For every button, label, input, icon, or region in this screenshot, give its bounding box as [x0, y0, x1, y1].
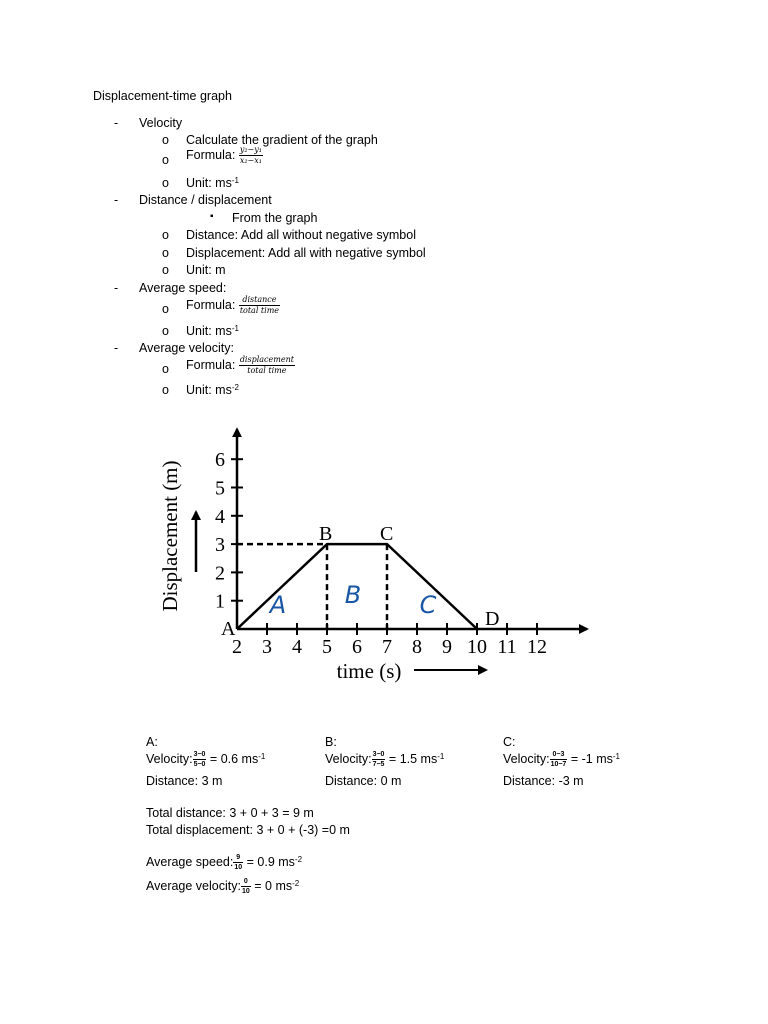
region-label: C — [419, 590, 437, 619]
point-label: D — [485, 608, 500, 630]
displacement-rule: Displacement: Add all with negative symbol — [186, 246, 426, 260]
y-tick-label: 2 — [215, 562, 225, 585]
y-tick-label: 4 — [215, 505, 225, 528]
distance-rule: Distance: Add all without negative symbol — [186, 228, 416, 242]
circle-bullet: o — [162, 246, 169, 260]
region-label: B — [344, 581, 362, 610]
segment-b-fraction — [372, 751, 386, 768]
y-axis-label: Displacement (m) — [158, 460, 182, 612]
y-tick-label: 6 — [215, 449, 225, 472]
fraction-numerator: 9 — [233, 854, 243, 863]
fraction-denominator: x₂−x₁ — [239, 156, 262, 165]
circle-bullet: o — [162, 302, 169, 316]
average-velocity-result — [146, 878, 299, 895]
fraction-denominator: total time — [247, 366, 287, 375]
segment-a-distance: Distance: 3 m — [146, 774, 223, 788]
from-graph-text: From the graph — [232, 211, 318, 225]
segment-b-label: B: — [325, 735, 337, 749]
average-speed-formula-label: Formula: — [186, 297, 236, 312]
total-displacement: Total displacement: 3 + 0 + (-3) =0 m — [146, 823, 350, 837]
average-velocity-result-fraction — [241, 878, 251, 895]
circle-bullet: o — [162, 153, 169, 167]
x-tick-label: 10 — [467, 636, 487, 658]
x-tick-label: 4 — [292, 636, 302, 658]
average-speed-result-label: Average speed: — [146, 854, 234, 869]
average-velocity-result-value: = 0 ms — [254, 878, 293, 893]
segment-a-fraction — [193, 751, 207, 768]
circle-bullet: o — [162, 383, 169, 397]
fraction-denominator: total time — [239, 306, 280, 315]
point-label: B — [319, 523, 333, 546]
segment-b-velocity-exponent: -1 — [437, 751, 445, 761]
average-velocity-result-exponent: -2 — [292, 878, 300, 888]
segment-a-label: A: — [146, 735, 158, 749]
fraction-numerator: 0−3 — [550, 751, 568, 760]
average-velocity-heading: Average velocity: — [139, 341, 234, 355]
average-velocity-unit-text: Unit: ms — [186, 383, 232, 397]
fraction-denominator: 10 — [234, 864, 243, 871]
average-speed-result — [146, 854, 302, 871]
segment-c-velocity-value: = -1 ms — [570, 751, 613, 766]
distance-unit: Unit: m — [186, 263, 226, 277]
fraction-denominator: 7−5 — [372, 761, 385, 768]
segment-b-velocity-label: Velocity: — [325, 751, 372, 766]
segment-c-velocity-exponent: -1 — [612, 751, 620, 761]
fraction-numerator: displacement — [239, 355, 294, 364]
velocity-unit-exponent: -1 — [231, 176, 239, 185]
segment-b-distance: Distance: 0 m — [325, 774, 402, 788]
x-tick-label: 11 — [497, 636, 517, 658]
segment-c-distance: Distance: -3 m — [503, 774, 584, 788]
fraction-numerator: y₂−y₁ — [239, 145, 262, 154]
circle-bullet: o — [162, 324, 169, 338]
segment-b-velocity — [325, 751, 444, 768]
segment-c-fraction — [550, 751, 568, 768]
circle-bullet: o — [162, 133, 169, 147]
fraction-numerator: 3−0 — [193, 751, 206, 758]
segment-c-velocity-label: Velocity: — [503, 751, 550, 766]
circle-bullet: o — [162, 228, 169, 242]
segment-a-velocity-label: Velocity: — [146, 751, 193, 766]
x-tick-label: 3 — [262, 636, 272, 658]
segment-a-velocity-exponent: -1 — [258, 751, 266, 761]
y-tick-label: 3 — [215, 534, 225, 557]
segment-c-velocity — [503, 751, 620, 768]
average-velocity-result-label: Average velocity: — [146, 878, 241, 893]
dash-bullet: - — [114, 281, 119, 295]
x-tick-label: 12 — [527, 636, 547, 658]
region-label: A — [269, 590, 287, 619]
x-tick-label: 9 — [442, 636, 452, 658]
average-speed-heading: Average speed: — [139, 281, 227, 295]
average-velocity-formula-label: Formula: — [186, 357, 236, 372]
x-tick-label: 5 — [322, 636, 332, 658]
segment-c-label: C: — [503, 735, 516, 749]
circle-bullet: o — [162, 362, 169, 376]
average-speed-unit-text: Unit: ms — [186, 324, 232, 338]
x-tick-label: 2 — [232, 636, 242, 658]
average-speed-result-exponent: -2 — [294, 854, 303, 864]
segment-b-velocity-value: = 1.5 ms — [388, 751, 438, 766]
velocity-heading: Velocity — [139, 116, 183, 130]
fraction-denominator: 5−0 — [193, 761, 206, 768]
average-speed-result-value: = 0.9 ms — [246, 854, 295, 869]
fraction-numerator: 3−0 — [372, 751, 385, 758]
segment-a-velocity — [146, 751, 265, 768]
x-tick-label: 7 — [382, 636, 392, 658]
dash-bullet: - — [114, 341, 119, 355]
velocity-formula-label: Formula: — [186, 147, 236, 162]
segment-a-velocity-value: = 0.6 ms — [209, 751, 259, 766]
x-axis-label: time (s) — [336, 659, 402, 683]
fraction-numerator: distance — [239, 296, 280, 306]
average-speed-result-fraction — [233, 854, 243, 871]
velocity-gradient-text: Calculate the gradient of the graph — [186, 133, 378, 147]
velocity-unit-text: Unit: ms — [186, 176, 232, 190]
square-bullet: ▪ — [210, 211, 214, 222]
x-tick-label: 8 — [412, 636, 422, 658]
fraction-denominator: 10−7 — [550, 761, 567, 768]
average-speed-unit-exponent: -1 — [231, 324, 239, 333]
average-velocity-unit-exponent: -2 — [231, 383, 239, 392]
x-tick-label: 6 — [352, 636, 362, 658]
y-tick-label: 1 — [215, 590, 225, 613]
fraction-denominator: 10 — [241, 888, 250, 895]
point-label: C — [380, 523, 394, 546]
circle-bullet: o — [162, 176, 169, 190]
y-tick-label: 5 — [215, 477, 225, 500]
dash-bullet: - — [114, 116, 119, 130]
page-title: Displacement-time graph — [93, 89, 232, 103]
point-label: A — [221, 618, 236, 640]
fraction-numerator: 0 — [241, 878, 251, 887]
total-distance: Total distance: 3 + 0 + 3 = 9 m — [146, 806, 314, 820]
dash-bullet: - — [114, 193, 119, 207]
circle-bullet: o — [162, 263, 169, 277]
distance-heading: Distance / displacement — [139, 193, 272, 207]
